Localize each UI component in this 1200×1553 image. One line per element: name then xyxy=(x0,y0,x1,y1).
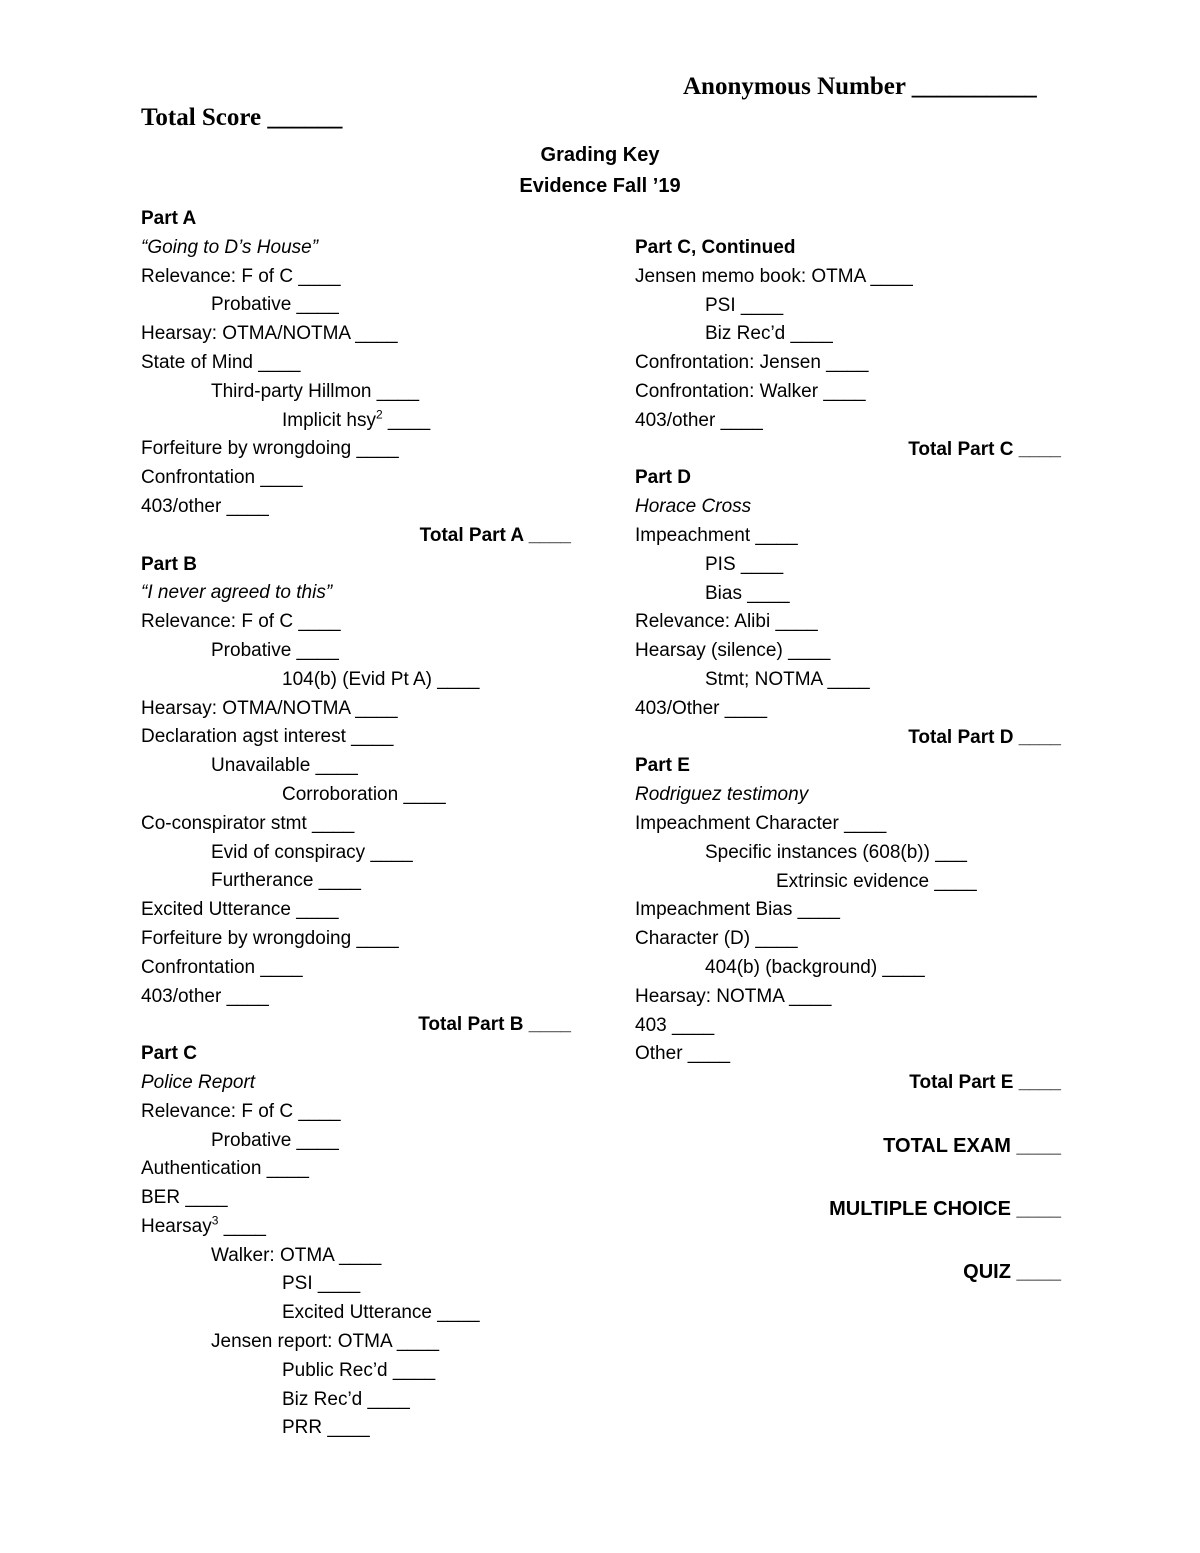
rubric-line: BER ____ xyxy=(141,1187,228,1209)
score-blank: ____ xyxy=(382,409,431,431)
rubric-line: Probative ____ xyxy=(211,294,339,316)
total-part-a: Total Part A ____ xyxy=(419,524,571,546)
rubric-line: Declaration agst interest ____ xyxy=(141,726,394,748)
rubric-line: Relevance: F of C ____ xyxy=(141,611,341,633)
rubric-line: 403/other ____ xyxy=(635,409,763,431)
spacer xyxy=(635,1098,1061,1132)
rubric-line: Confrontation ____ xyxy=(141,467,303,489)
footnote-mark: 2 xyxy=(375,407,383,422)
right-column xyxy=(635,234,1061,1286)
part-a-topic: “Going to D’s House” xyxy=(141,236,319,258)
rubric-line: Hearsay: NOTMA ____ xyxy=(635,985,832,1007)
rubric-line: Hearsay: OTMA/NOTMA ____ xyxy=(141,323,398,345)
rubric-line: Corroboration ____ xyxy=(282,783,446,805)
total-part-c: Total Part C ____ xyxy=(908,438,1061,460)
rubric-line: State of Mind ____ xyxy=(141,351,301,373)
rubric-line: Confrontation: Jensen ____ xyxy=(635,352,869,374)
part-b-heading: Part B xyxy=(141,553,197,575)
rubric-line: Unavailable ____ xyxy=(211,755,358,777)
rubric-line: 404(b) (background) ____ xyxy=(705,956,925,978)
rubric-line: PSI ____ xyxy=(705,294,784,316)
rubric-line: Biz Rec’d ____ xyxy=(282,1388,410,1410)
rubric-line: 104(b) (Evid Pt A) ____ xyxy=(282,668,480,690)
quiz-score: QUIZ ____ xyxy=(963,1260,1061,1283)
anonymous-number: Anonymous Number __________ xyxy=(683,73,1037,100)
rubric-line: Confrontation ____ xyxy=(141,956,303,978)
rubric-line: Other ____ xyxy=(635,1043,731,1065)
rubric-line: Impeachment Character ____ xyxy=(635,812,887,834)
rubric-line: Excited Utterance ____ xyxy=(282,1302,480,1324)
total-part-e: Total Part E ____ xyxy=(909,1072,1061,1094)
rubric-line: Relevance: F of C ____ xyxy=(141,1100,341,1122)
part-d-topic: Horace Cross xyxy=(635,496,752,518)
document-title: Grading Key xyxy=(540,144,660,166)
part-e-topic: Rodriguez testimony xyxy=(635,784,809,806)
rubric-line: Public Rec’d ____ xyxy=(282,1359,436,1381)
rubric-line: Hearsay (silence) ____ xyxy=(635,640,831,662)
multiple-choice-score: MULTIPLE CHOICE ____ xyxy=(829,1197,1061,1220)
total-score: Total Score ______ xyxy=(141,104,343,131)
rubric-line: 403/other ____ xyxy=(141,495,269,517)
score-blank: ____ xyxy=(218,1215,266,1237)
rubric-line: 403/other ____ xyxy=(141,985,269,1007)
part-a-heading: Part A xyxy=(141,208,197,229)
rubric-text: Hearsay xyxy=(141,1215,212,1237)
rubric-line: Furtherance ____ xyxy=(211,870,361,892)
rubric-line: 403/Other ____ xyxy=(635,697,768,719)
footnote-mark: 3 xyxy=(211,1213,219,1228)
rubric-line: Impeachment ____ xyxy=(635,524,798,546)
rubric-line: Jensen report: OTMA ____ xyxy=(211,1331,440,1353)
rubric-line: Biz Rec’d ____ xyxy=(705,323,833,345)
spacer xyxy=(635,1161,1061,1195)
document-subtitle: Evidence Fall ’19 xyxy=(519,175,681,197)
left-column xyxy=(141,205,571,1443)
rubric-line: PSI ____ xyxy=(282,1273,361,1295)
total-part-b: Total Part B ____ xyxy=(418,1014,571,1036)
part-c-heading: Part C xyxy=(141,1043,197,1065)
rubric-line xyxy=(141,1213,571,1242)
part-e-heading: Part E xyxy=(635,755,690,777)
rubric-line: Specific instances (608(b)) ___ xyxy=(705,841,967,863)
rubric-line: Forfeiture by wrongdoing ____ xyxy=(141,927,399,949)
rubric-line: Relevance: Alibi ____ xyxy=(635,611,818,633)
rubric-line: Character (D) ____ xyxy=(635,928,798,950)
total-part-d: Total Part D ____ xyxy=(908,726,1061,748)
rubric-line: Authentication ____ xyxy=(141,1158,309,1180)
rubric-line: PIS ____ xyxy=(705,553,784,575)
total-exam: TOTAL EXAM ____ xyxy=(883,1134,1061,1157)
rubric-line: Bias ____ xyxy=(705,582,790,604)
rubric-line: Excited Utterance ____ xyxy=(141,899,339,921)
rubric-line: Impeachment Bias ____ xyxy=(635,899,840,921)
rubric-line: Forfeiture by wrongdoing ____ xyxy=(141,438,399,460)
rubric-line xyxy=(141,407,571,436)
part-d-heading: Part D xyxy=(635,467,691,489)
rubric-line: Relevance: F of C ____ xyxy=(141,265,341,287)
rubric-line: Third-party Hillmon ____ xyxy=(211,380,420,402)
rubric-line: 403 ____ xyxy=(635,1014,715,1036)
rubric-line: Probative ____ xyxy=(211,1129,339,1151)
rubric-line: PRR ____ xyxy=(282,1417,370,1439)
part-c-continued-heading: Part C, Continued xyxy=(635,237,796,258)
rubric-line: Co-conspirator stmt ____ xyxy=(141,812,355,834)
rubric-line: Probative ____ xyxy=(211,639,339,661)
spacer xyxy=(635,1224,1061,1258)
rubric-line: Evid of conspiracy ____ xyxy=(211,841,413,863)
rubric-text: Implicit hsy xyxy=(282,409,376,431)
rubric-line: Jensen memo book: OTMA ____ xyxy=(635,265,913,287)
rubric-line: Confrontation: Walker ____ xyxy=(635,380,866,402)
part-b-topic: “I never agreed to this” xyxy=(141,582,333,604)
rubric-line: Hearsay: OTMA/NOTMA ____ xyxy=(141,697,398,719)
part-c-topic: Police Report xyxy=(141,1071,256,1093)
rubric-line: Stmt; NOTMA ____ xyxy=(705,668,870,690)
rubric-line: Extrinsic evidence ____ xyxy=(776,870,977,892)
rubric-line: Walker: OTMA ____ xyxy=(211,1244,382,1266)
